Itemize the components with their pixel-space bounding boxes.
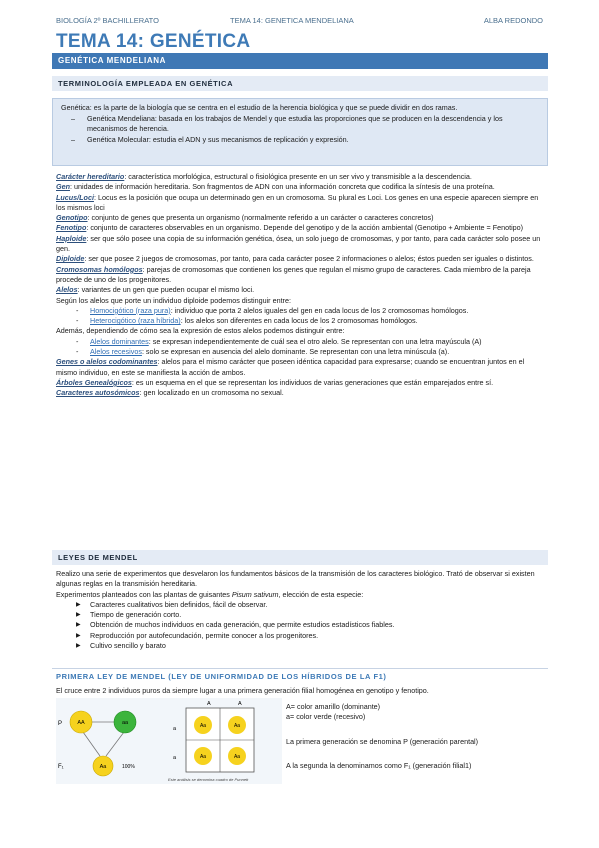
term-def: : individuo que porta 2 alelos iguales del gen en cada locus de los 2 cromosomas homólogos. bbox=[170, 305, 469, 315]
experiments-text-end: , elección de esta especie: bbox=[278, 589, 364, 599]
genetics-branches-list bbox=[61, 114, 539, 146]
term-def: : Locus es la posición que ocupa un determinado gen en un cromosoma. Su plural es Loci. Los genes en una especie aparecen siempre en los mismos loci bbox=[56, 192, 539, 212]
allele-legend bbox=[286, 702, 546, 723]
term-def: : alelos para el mismo carácter que poseen idéntica capacidad para expresarse; cuando se encuentran juntos en el mismo individuo, en este se manifiesta la acción de ambos. bbox=[56, 357, 525, 377]
fig-label-f1: F₁ bbox=[58, 764, 64, 770]
page-header bbox=[56, 16, 543, 30]
term-def: : unidades de información hereditaria. Son fragmentos de ADN con una información concreta que codifica la síntesis de una proteína. bbox=[69, 182, 495, 192]
punnett-col-label: A bbox=[238, 701, 242, 707]
expression-intro: Además, dependiendo de cómo sea la expresión de estos alelos podemos distinguir entre: bbox=[56, 326, 345, 336]
term-def: : conjunto de genes que presenta un organismo (normalmente referido a un carácter o caracteres concretos) bbox=[87, 213, 434, 223]
terms-body bbox=[56, 172, 546, 399]
punnett-cell-label: Aa bbox=[199, 754, 207, 760]
term-name: Genes o alelos codominantes bbox=[56, 357, 158, 367]
punnett-caption: Este análisis se denomina cuadro de Punnett bbox=[168, 777, 249, 782]
term-name: Carácter hereditario bbox=[56, 172, 125, 181]
term-caracter bbox=[56, 172, 546, 182]
term-def: : es un esquema en el que se representan los individuos de varias generaciones que están emparejados entre sí. bbox=[131, 377, 494, 387]
legend-recessive: a= color verde (recesivo) bbox=[286, 712, 366, 722]
advantage-item: ▶ Caracteres cualitativos bien definidos, fácil de observar. bbox=[76, 599, 268, 609]
header-topic: TEMA 14: GENETICA MENDELIANA bbox=[230, 16, 354, 25]
section-heading-leyes: LEYES DE MENDEL bbox=[52, 550, 548, 565]
term-genotipo bbox=[56, 213, 546, 223]
punnett-row-label: a bbox=[173, 755, 177, 761]
branch-item: – Genética Molecular: estudia el ADN y sus mecanismos de replicación y expresión. bbox=[87, 135, 539, 146]
fig-label-p: P bbox=[58, 721, 63, 727]
term-def: : los alelos son diferentes en cada locus de los 2 cromosomas homólogos. bbox=[180, 316, 418, 326]
advantage-text: Obtención de muchos individuos en cada generación, que permite estudios estadísticos fiables. bbox=[90, 620, 395, 630]
term-name: Fenotipo bbox=[56, 223, 87, 233]
experiments-text: Experimentos planteados con las plantas de guisantes bbox=[56, 589, 232, 599]
term-dominantes: - Alelos dominantes: se expresan independientemente de cuál sea el otro alelo. Se representan con una letra mayúscula (A) bbox=[76, 336, 482, 346]
section-divider bbox=[52, 668, 548, 669]
punnett-cell-label: Aa bbox=[199, 723, 207, 729]
advantage-text: Tiempo de generación corto. bbox=[90, 610, 182, 620]
generation-parental: La primera generación se denomina P (generación parental) bbox=[286, 737, 479, 746]
fig-genotype-aa-big: AA bbox=[77, 720, 85, 726]
term-name: Alelos bbox=[56, 285, 78, 295]
primera-ley-intro: El cruce entre 2 individuos puros da siempre lugar a una primera generación filial homogénea en genotipo y fenotipo. bbox=[56, 686, 429, 695]
term-codominantes bbox=[56, 357, 546, 378]
term-name: Genotipo bbox=[56, 213, 88, 223]
term-name: Haploide bbox=[56, 233, 87, 243]
term-def: : solo se expresan en ausencia del alelo dominante. Se representan con una letra minúscula (a). bbox=[141, 347, 450, 357]
header-subject: BIOLOGÍA 2º BACHILLERATO bbox=[56, 16, 159, 25]
term-def: : ser que sólo posee una copia de su información genética, ósea, un solo juego de cromosomas, y por tanto, para cada carácter solo posee un gen. bbox=[56, 233, 541, 254]
term-name: Cromosomas homólogos bbox=[56, 264, 143, 274]
section-heading-main: GENÉTICA MENDELIANA bbox=[52, 53, 548, 69]
term-def: : se expresan independientemente de cuál sea el otro alelo. Se representan con una letra mayúscula (A) bbox=[148, 336, 482, 346]
definition-box bbox=[52, 98, 548, 166]
fig-percent: 100% bbox=[122, 764, 135, 770]
generation-filial: A la segunda la denominamos como F₁ (generación filial1) bbox=[286, 761, 472, 770]
term-def: : característica morfológica, estructural o fisiológica presente en un ser vivo y transmisible a la descendencia. bbox=[124, 172, 472, 181]
branch-item: – Genética Mendeliana: basada en los trabajos de Mendel y que estudia las proporciones que se producen en la descendencia y los mecanismos de herencia. bbox=[87, 114, 539, 135]
term-alelos bbox=[56, 285, 546, 295]
section-heading-terms: TERMINOLOGÍA EMPLEADA EN GENÉTICA bbox=[52, 76, 548, 91]
term-arboles bbox=[56, 378, 546, 388]
advantage-item: ▶ Reproducción por autofecundación, permite conocer a los progenitores. bbox=[76, 630, 319, 640]
punnett-col-label: A bbox=[207, 701, 211, 707]
term-def: : conjunto de caracteres observables en un organismo. Depende del genotipo y de la acción ambiental (Genotipo + Ambiente = Fenotipo) bbox=[86, 223, 524, 233]
term-name[interactable]: Heterocigótico (raza híbrida) bbox=[90, 316, 181, 326]
term-diploide bbox=[56, 254, 546, 264]
header-author: ALBA REDONDO bbox=[483, 16, 543, 25]
term-name: Gen bbox=[56, 182, 70, 192]
fig-genotype-f1: Aa bbox=[99, 764, 107, 770]
genetics-definition: Genética: es la parte de la biología que se centra en el estudio de la herencia biológica y que se puede dividir en dos ramas. bbox=[61, 103, 458, 112]
term-def: : gen localizado en un cromosoma no sexual. bbox=[139, 388, 284, 398]
term-name: Caracteres autosómicos bbox=[56, 388, 140, 398]
term-name[interactable]: Alelos dominantes bbox=[90, 336, 149, 346]
term-homologos bbox=[56, 265, 546, 286]
term-def: : parejas de cromosomas que contienen los genes que regulan el mismo grupo de caracteres. Cada miembro de la pareja procede de uno de los progenitores. bbox=[56, 264, 531, 284]
page-title: TEMA 14: GENÉTICA bbox=[56, 31, 251, 52]
term-name[interactable]: Alelos recesivos bbox=[90, 347, 142, 357]
term-gen bbox=[56, 182, 546, 192]
punnett-cell-label: Aa bbox=[233, 723, 241, 729]
term-def: : ser que posee 2 juegos de cromosomas, por tanto, para cada carácter posee 2 informaciones o alelos; éstos pueden ser iguales o distintos. bbox=[84, 254, 534, 264]
section-heading-primera-ley: PRIMERA LEY DE MENDEL (LEY DE UNIFORMIDAD DE LOS HÍBRIDOS DE LA F1) bbox=[56, 672, 387, 681]
term-def: : variantes de un gen que pueden ocupar el mismo loci. bbox=[77, 285, 255, 295]
advantage-item: ▶ Tiempo de generación corto. bbox=[76, 610, 182, 620]
term-autosomicos bbox=[56, 388, 546, 398]
alleles-intro: Según los alelos que porte un individuo diploide podemos distinguir entre: bbox=[56, 295, 291, 305]
term-name[interactable]: Homocigótico (raza pura) bbox=[90, 305, 171, 315]
punnett-row-label: a bbox=[173, 726, 177, 732]
species-name: Pisum sativum bbox=[231, 589, 279, 599]
term-name: Árboles Genealógicos bbox=[56, 377, 132, 387]
legend-dominant: A= color amarillo (dominante) bbox=[286, 702, 381, 711]
leyes-body bbox=[56, 569, 546, 651]
fig-genotype-aa-small: aa bbox=[121, 720, 129, 726]
term-name: Diploide bbox=[56, 254, 85, 264]
punnett-figure bbox=[56, 698, 282, 784]
advantage-item: ▶ Obtención de muchos individuos en cada generación, que permite estudios estadísticos fiables. bbox=[76, 620, 395, 630]
term-homocigotico: - Homocigótico (raza pura): individuo que porta 2 alelos iguales del gen en cada locus de los 2 cromosomas homólogos. bbox=[76, 305, 469, 315]
term-heterocigotico: - Heterocigótico (raza híbrida): los alelos son diferentes en cada locus de los 2 cromosomas homólogos. bbox=[76, 316, 418, 326]
term-fenotipo bbox=[56, 223, 546, 233]
term-name: Lucus/Loci bbox=[56, 192, 94, 202]
advantage-text: Caracteres cualitativos bien definidos, fácil de observar. bbox=[90, 599, 268, 609]
term-haploide bbox=[56, 234, 546, 255]
punnett-cell-label: Aa bbox=[233, 754, 241, 760]
advantage-item: ▶ Cultivo sencillo y barato bbox=[76, 641, 166, 651]
leyes-experiments bbox=[56, 590, 546, 600]
advantage-text: Cultivo sencillo y barato bbox=[90, 641, 166, 651]
term-recesivos: - Alelos recesivos: solo se expresan en ausencia del alelo dominante. Se representan con una letra minúscula (a). bbox=[76, 347, 450, 357]
advantage-text: Reproducción por autofecundación, permite conocer a los progenitores. bbox=[90, 630, 319, 640]
leyes-paragraph: Realizo una serie de experimentos que desvelaron los fundamentos básicos de la transmisión de los caracteres biológico. Trató de observar si existen algunas reglas en la transmisión hereditaria. bbox=[56, 569, 535, 589]
term-locus bbox=[56, 193, 546, 214]
